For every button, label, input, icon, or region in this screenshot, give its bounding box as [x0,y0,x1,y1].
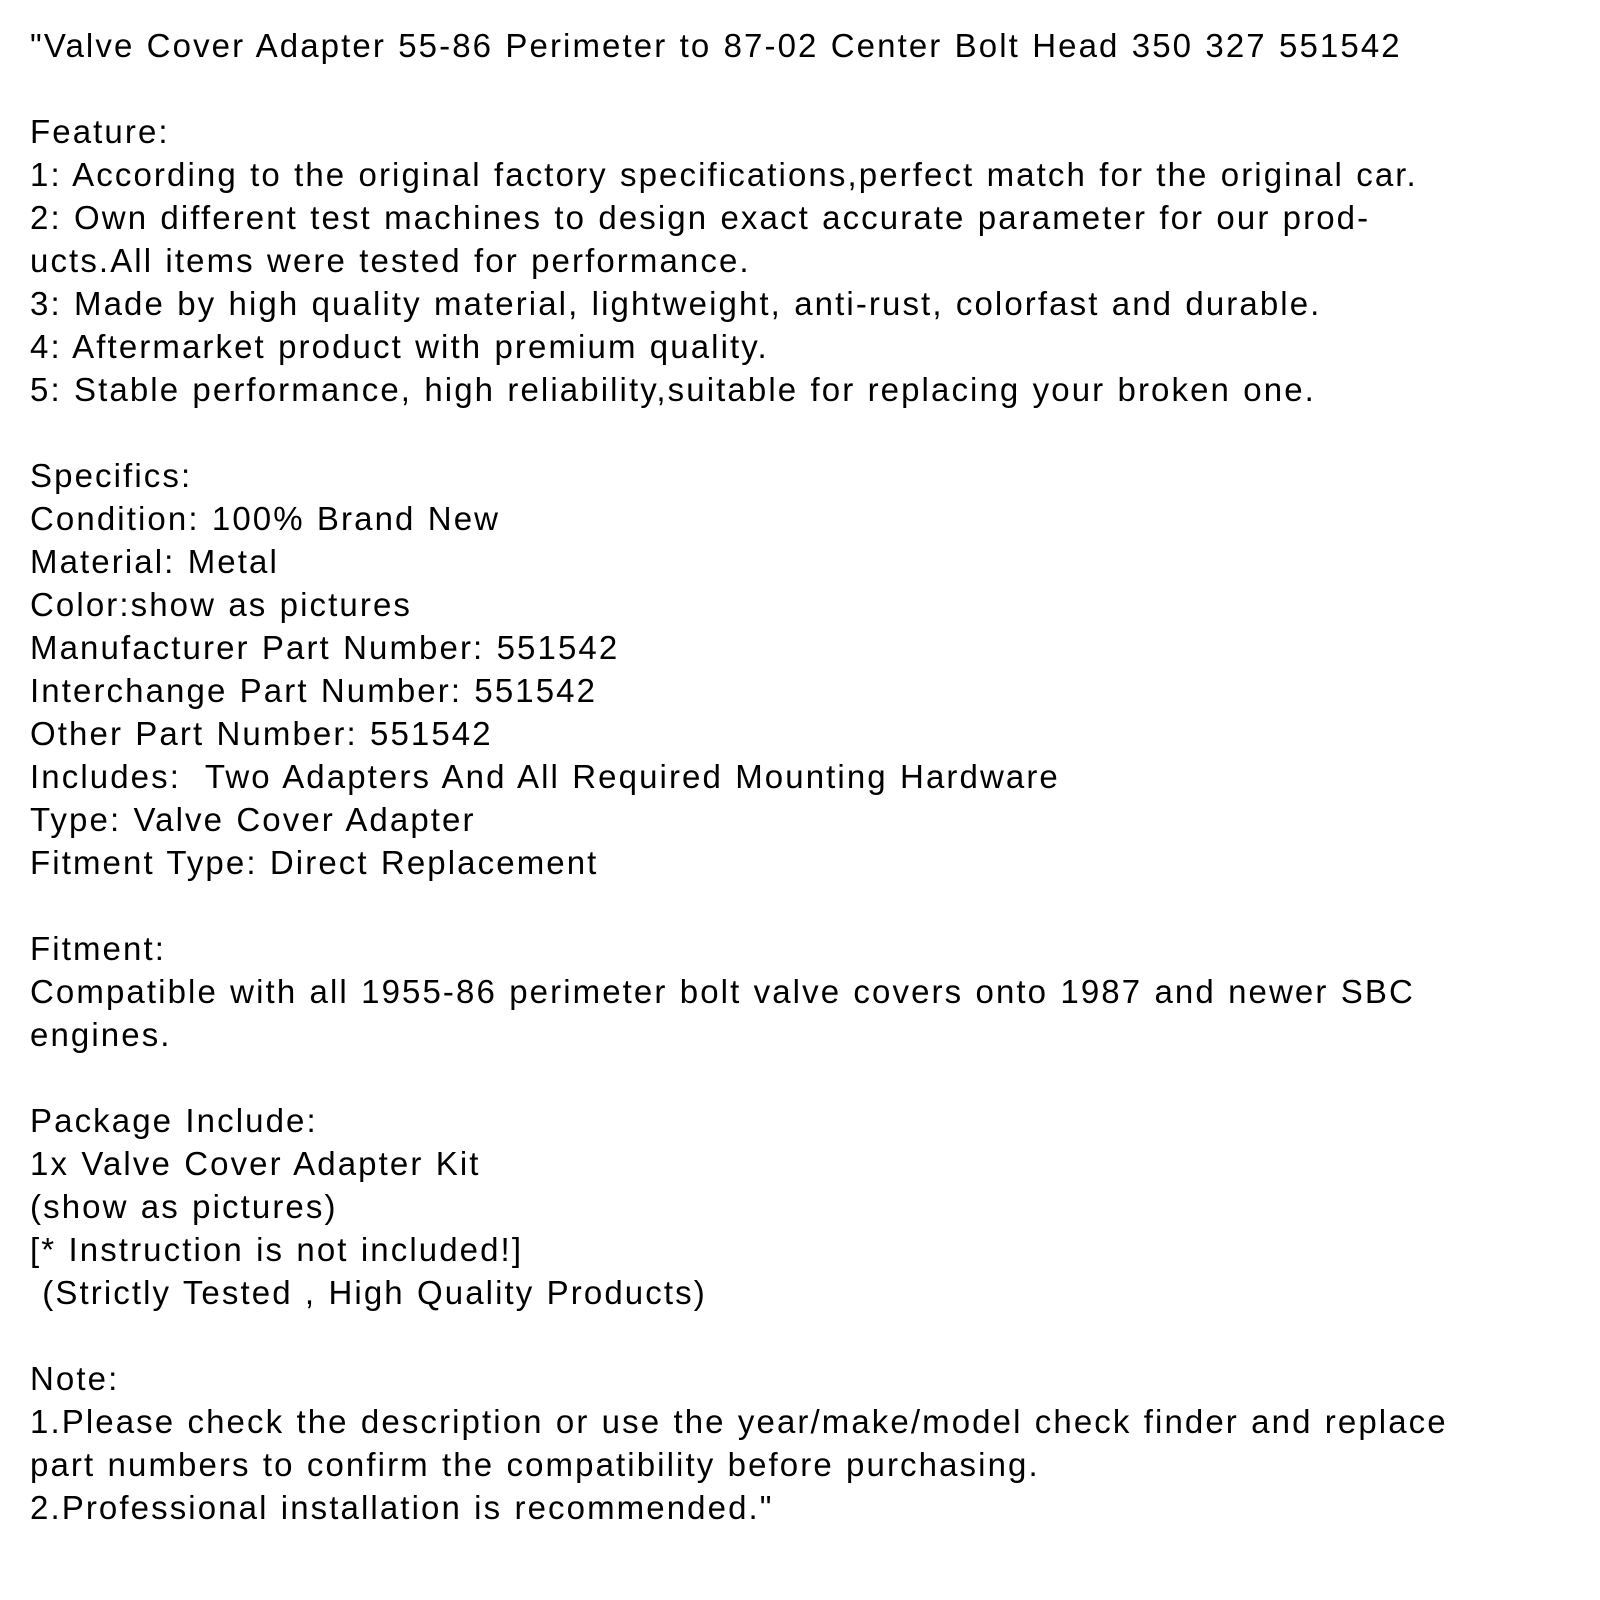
text-line: [* Instruction is not included!] [30,1231,524,1268]
section-package [30,1099,1570,1314]
text-line: Compatible with all 1955-86 perimeter bolt valve covers onto 1987 and newer SBC [30,973,1415,1010]
product-title: "Valve Cover Adapter 55-86 Perimeter to 87-02 Center Bolt Head 350 327 551542 [30,27,1402,64]
section-heading: Specifics: [30,457,193,494]
text-line: 1x Valve Cover Adapter Kit [30,1145,481,1182]
section-heading: Fitment: [30,930,166,967]
text-line: Includes: Two Adapters And All Required Mounting Hardware [30,758,1060,795]
section-fitment [30,927,1570,1056]
text-line: Condition: 100% Brand New [30,500,501,537]
text-line: 4: Aftermarket product with premium quality. [30,328,769,365]
text-line: Other Part Number: 551542 [30,715,493,752]
text-line: 2: Own different test machines to design exact accurate parameter for our prod- [30,199,1371,236]
section-heading: Package Include: [30,1102,318,1139]
text-line: Type: Valve Cover Adapter [30,801,476,838]
text-line: Manufacturer Part Number: 551542 [30,629,620,666]
section-note [30,1357,1570,1529]
text-line: ucts.All items were tested for performance. [30,242,751,279]
text-line: Color:show as pictures [30,586,413,623]
text-line: 1: According to the original factory specifications,perfect match for the original car. [30,156,1418,193]
text-line: Fitment Type: Direct Replacement [30,844,599,881]
text-line: Interchange Part Number: 551542 [30,672,598,709]
text-line: 2.Professional installation is recommended." [30,1489,774,1526]
text-line: Material: Metal [30,543,279,580]
section-specifics [30,454,1570,884]
text-line: (show as pictures) [30,1188,338,1225]
text-line: 3: Made by high quality material, lightweight, anti-rust, colorfast and durable. [30,285,1322,322]
section-heading: Feature: [30,113,170,150]
text-line: part numbers to confirm the compatibility before purchasing. [30,1446,1040,1483]
text-line: 1.Please check the description or use the year/make/model check finder and replace [30,1403,1448,1440]
text-line: 5: Stable performance, high reliability,suitable for replacing your broken one. [30,371,1316,408]
text-line: engines. [30,1016,172,1053]
section-heading: Note: [30,1360,120,1397]
section-feature [30,110,1570,411]
text-line: (Strictly Tested , High Quality Products) [30,1274,707,1311]
